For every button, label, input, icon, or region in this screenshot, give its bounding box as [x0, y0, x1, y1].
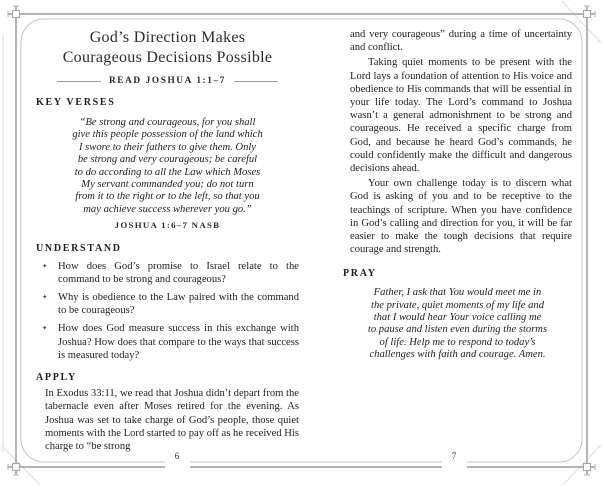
body-paragraph: and very courageous” during a time of uncertainty and conflict. [350, 29, 572, 54]
understand-bullet-list [36, 260, 299, 362]
section-heading-key-verses: KEY VERSES [36, 97, 116, 108]
prayer-line: the private, quiet moments of my life and [371, 299, 544, 311]
right-page [343, 28, 572, 361]
understand-bullet [36, 260, 299, 286]
prayer-line: challenges with faith and courage. Amen. [369, 348, 546, 360]
scripture-attribution: JOSHUA 1:6–7 NASB [114, 220, 221, 231]
diamond-bullet-icon: ✦ [42, 325, 48, 333]
understand-bullet [36, 322, 299, 362]
scripture-quote-line: I swore to their fathers to give them. Only [78, 141, 257, 153]
prayer-text [343, 287, 572, 361]
scripture-quote-line: be strong and very courageous; be careful [77, 154, 258, 166]
scripture-quote-line: “Be strong and courageous, for you shall [79, 117, 256, 128]
chapter-title [36, 28, 299, 68]
read-rule-left [57, 81, 101, 82]
prayer-line: of life. Help me to respond to today’s [379, 336, 536, 348]
diamond-bullet-icon: ✦ [42, 262, 48, 270]
scripture-quote [36, 117, 299, 232]
read-reference: READ JOSHUA 1:1–7 [108, 76, 227, 86]
page-number-left: 6 [164, 451, 190, 461]
read-rule-right [234, 81, 278, 82]
chapter-title-line-2: Courageous Decisions Possible [62, 49, 273, 66]
scripture-quote-line: My servant commanded you; do not turn [81, 179, 254, 191]
understand-bullet-text: Why is obedience to the Law paired with the command to be courageous? [58, 292, 299, 317]
understand-bullet-text: How does God measure success in this exchange with Joshua? How does that compare to the ways that success is measured today? [58, 323, 299, 361]
scripture-quote-line: to do according to all the Law which Moses [74, 166, 261, 178]
prayer-line: that I would hear Your voice calling me [373, 312, 542, 324]
left-page [36, 28, 299, 454]
section-heading-pray: PRAY [343, 268, 377, 280]
scripture-quote-line: give this people possession of the land which [72, 129, 263, 141]
prayer-line: Father, I ask that You would meet me in [373, 287, 542, 299]
prayer-line: to pause and listen even during the storms [367, 324, 548, 336]
chapter-title-line-1: God’s Direction Makes [89, 29, 246, 46]
apply-paragraph: In Exodus 33:11, we read that Joshua didn’t depart from the tabernacle even after Moses retired for the evening. As Joshua was set to take charge of God’s people, those quiet moments with the Lord started to pay off as he received His charge to “be strong [45, 388, 299, 453]
section-heading-understand: UNDERSTAND [36, 242, 122, 254]
body-paragraph: Taking quiet moments to be present with the Lord lays a foundation of attention to His voice and obedience to His commands that will be essential in your life today. The Lord’s command to Joshua wasn’t a general admonishment to be strong and courageous. He received a specific charge from God, and because he heard God’s commands, he could confidently make the difficult and dangerous decisions ahead. [350, 57, 572, 175]
understand-bullet-text: How does God’s promise to Israel relate to the command to be strong and courageous? [58, 260, 299, 285]
understand-bullet [36, 291, 299, 317]
diamond-bullet-icon: ✦ [42, 294, 48, 302]
read-reference-row [36, 76, 299, 86]
body-paragraph: Your own challenge today is to discern what God is asking of you and to be receptive to the teachings of scripture. When you have confidence in God’s calling and direction for you, it will be far easier to make the tough decisions that require courage and strength. [350, 178, 572, 256]
section-heading-apply: APPLY [36, 372, 77, 384]
scripture-quote-line: may achieve success wherever you go.” [83, 203, 252, 215]
page-number-right: 7 [441, 451, 467, 461]
scripture-quote-line: from it to the right or to the left, so that you [75, 191, 260, 203]
